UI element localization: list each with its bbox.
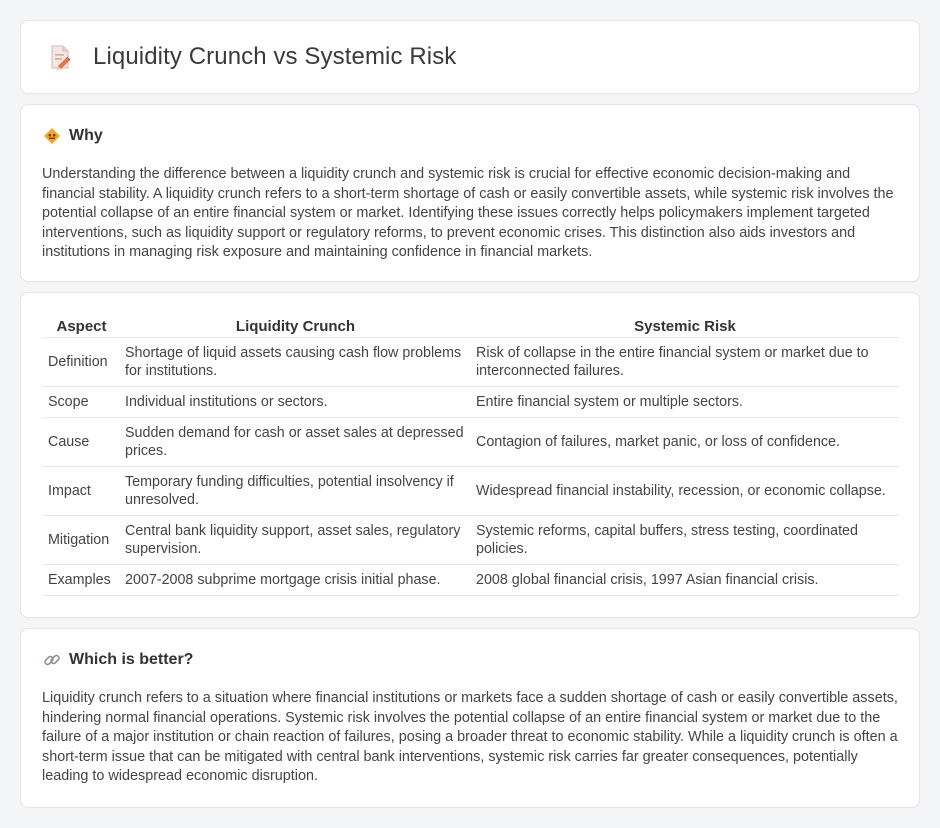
comparison-table	[43, 315, 899, 596]
liquidity-cell: 2007-2008 subprime mortgage crisis initial phase.	[120, 564, 471, 595]
aspect-cell: Scope	[43, 386, 120, 417]
page-title: Liquidity Crunch vs Systemic Risk	[93, 43, 457, 70]
title-card	[20, 20, 920, 94]
which-is-better-section	[20, 628, 920, 808]
aspect-cell: Examples	[43, 564, 120, 595]
liquidity-cell: Shortage of liquid assets causing cash flow problems for institutions.	[120, 337, 471, 386]
aspect-cell: Impact	[43, 466, 120, 515]
aspect-cell: Definition	[43, 337, 120, 386]
better-heading: Which is better?	[69, 651, 194, 668]
table-row	[43, 386, 899, 417]
systemic-cell: Entire financial system or multiple sectors.	[471, 386, 899, 417]
why-text: Understanding the difference between a liquidity crunch and systemic risk is crucial for effective economic decision-making and financial stability. A liquidity crunch refers to a short-term shortage of cash or easily convertible assets, while systemic risk involves the potential collapse of an entire financial system or market. Identifying these issues correctly helps policymakers implement targeted interventions, such as liquidity support or regulatory reforms, to prevent economic crises. This distinction also aids investors and institutions in managing risk exposure and maintaining confidence in financial markets.	[42, 166, 894, 261]
aspect-cell: Cause	[43, 417, 120, 466]
diamond-sign-icon	[43, 127, 61, 145]
systemic-cell: Widespread financial instability, recession, or economic collapse.	[471, 466, 899, 515]
why-section	[20, 104, 920, 282]
systemic-cell: Risk of collapse in the entire financial system or market due to interconnected failures.	[471, 337, 899, 386]
table-row	[43, 417, 899, 466]
better-text: Liquidity crunch refers to a situation where financial institutions or markets face a sudden shortage of cash or easily convertible assets, hindering normal financial operations. Systemic risk involves the potential collapse of an entire financial system or market due to the failure of a major institution or chain reaction of failures, posing a broader threat to economic stability. While a liquidity crunch is often a short-term issue that can be mitigated with central bank interventions, systemic risk carries far greater consequences, potentially leading to widespread economic disruption.	[42, 690, 898, 785]
aspect-cell: Mitigation	[43, 515, 120, 564]
systemic-cell: 2008 global financial crisis, 1997 Asian financial crisis.	[471, 564, 899, 595]
liquidity-cell: Central bank liquidity support, asset sales, regulatory supervision.	[120, 515, 471, 564]
liquidity-cell: Individual institutions or sectors.	[120, 386, 471, 417]
table-header-row	[43, 315, 899, 337]
header-liquidity-crunch: Liquidity Crunch	[120, 315, 471, 337]
table-row	[43, 337, 899, 386]
systemic-cell: Contagion of failures, market panic, or loss of confidence.	[471, 417, 899, 466]
table-row	[43, 466, 899, 515]
why-heading: Why	[69, 127, 103, 144]
liquidity-cell: Sudden demand for cash or asset sales at depressed prices.	[120, 417, 471, 466]
liquidity-cell: Temporary funding difficulties, potential insolvency if unresolved.	[120, 466, 471, 515]
comparison-section	[20, 292, 920, 618]
link-icon	[43, 651, 61, 669]
table-row	[43, 564, 899, 595]
document-pencil-icon	[47, 44, 73, 70]
header-systemic-risk: Systemic Risk	[471, 315, 899, 337]
table-row	[43, 515, 899, 564]
header-aspect: Aspect	[43, 315, 120, 337]
systemic-cell: Systemic reforms, capital buffers, stress testing, coordinated policies.	[471, 515, 899, 564]
